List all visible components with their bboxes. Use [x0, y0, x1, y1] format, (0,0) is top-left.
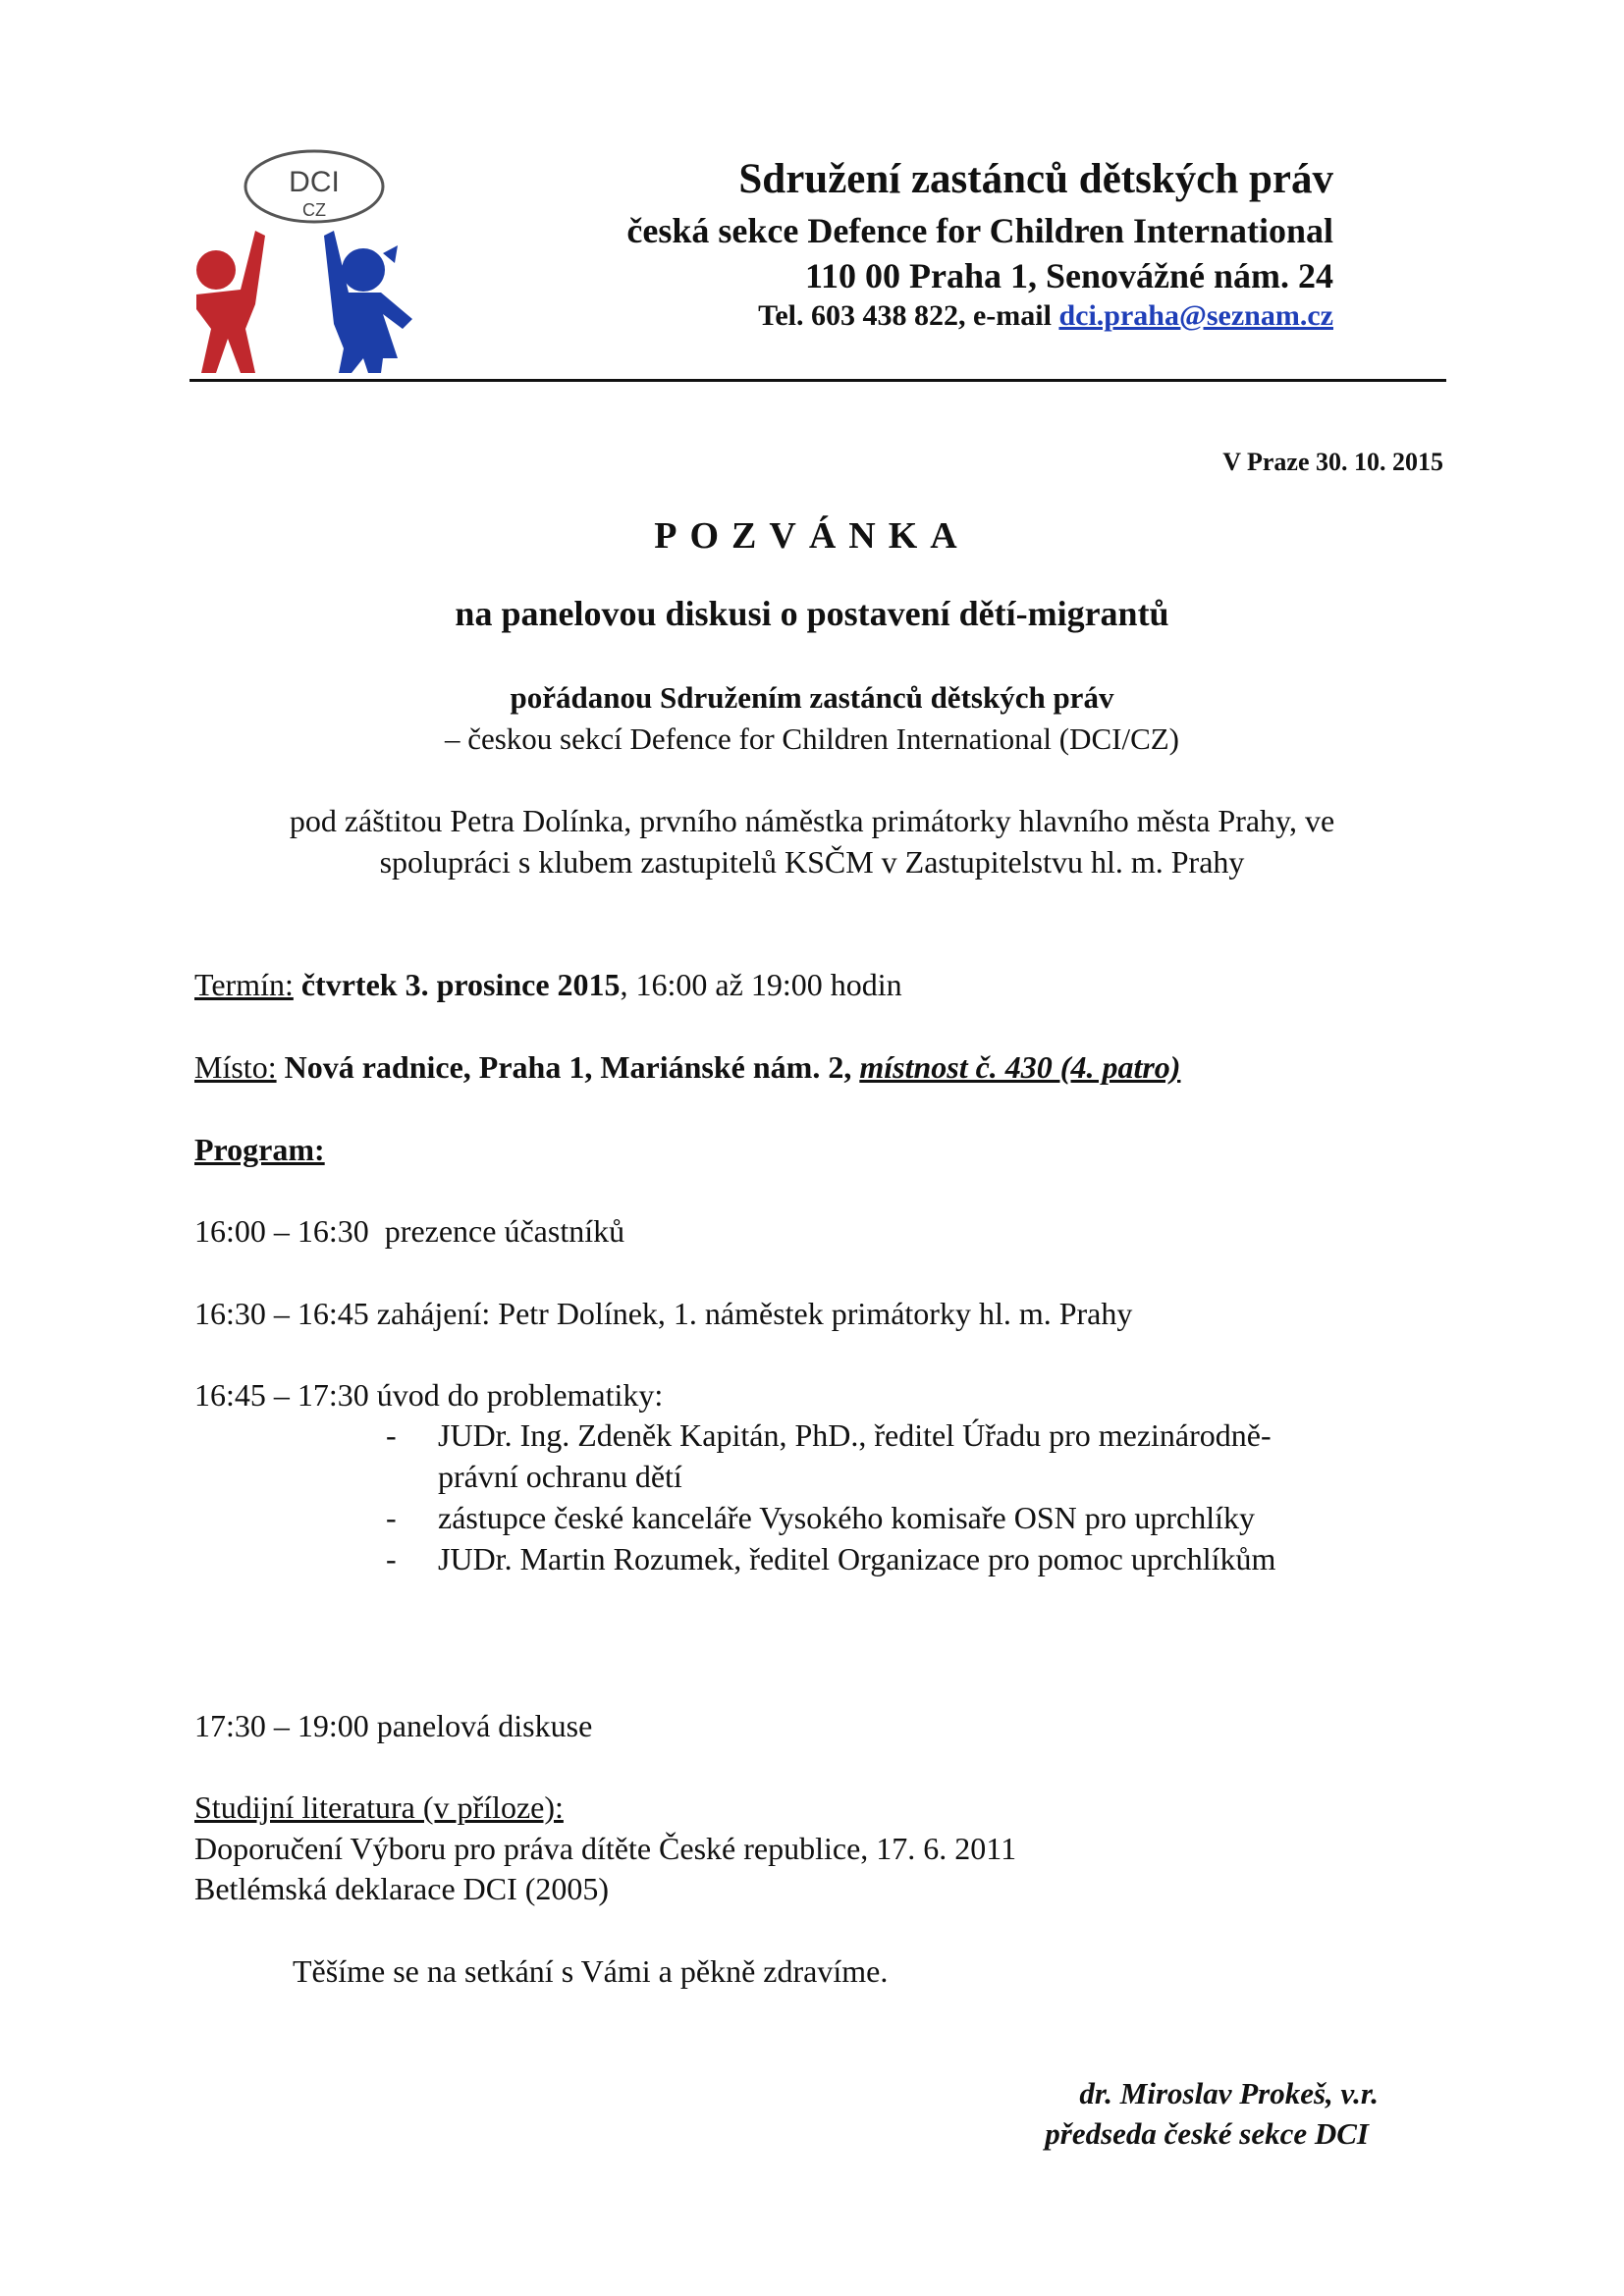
- program-item: 17:30 – 19:00 panelová diskuse: [194, 1708, 593, 1743]
- organizer-line-1: pořádanou Sdružením zastánců dětských práv: [510, 680, 1114, 715]
- closing-line: Těšíme se na setkání s Vámi a pěkně zdravíme.: [293, 1953, 889, 1989]
- contact-phone: Tel. 603 438 822, e-mail: [758, 299, 1059, 332]
- logo-text: DCI: [289, 166, 340, 198]
- org-name: Sdružení zastánců dětských práv: [738, 156, 1333, 202]
- bullet-dash: -: [386, 1541, 397, 1576]
- header-divider: [189, 379, 1446, 382]
- patronage-line-1: pod záštitou Petra Dolínka, prvního náměstka primátorky hlavního města Prahy, ve: [289, 803, 1335, 838]
- document-date: V Praze 30. 10. 2015: [1222, 448, 1443, 476]
- logo-subtext: CZ: [302, 200, 326, 220]
- dci-logo: [187, 147, 452, 383]
- logo-red-child: [196, 231, 265, 373]
- program-item: 16:00 – 16:30 prezence účastníků: [194, 1213, 625, 1249]
- document-title: POZVÁNKA: [654, 515, 970, 557]
- termin-line: [194, 967, 902, 1003]
- program-item: 16:30 – 16:45 zahájení: Petr Dolínek, 1. náměstek primátorky hl. m. Prahy: [194, 1296, 1133, 1331]
- signature-title: předseda české sekce DCI: [1045, 2116, 1369, 2151]
- bullet-dash: -: [386, 1500, 397, 1535]
- patronage-line-2: spolupráci s klubem zastupitelů KSČM v Zastupitelstvu hl. m. Prahy: [379, 844, 1245, 880]
- program-item: 16:45 – 17:30 úvod do problematiky:: [194, 1377, 664, 1413]
- program-bullet: JUDr. Ing. Zdeněk Kapitán, PhD., ředitel Úřadu pro mezinárodně-: [438, 1417, 1272, 1453]
- literature-label: Studijní literatura (v příloze):: [194, 1789, 564, 1825]
- program-bullet: zástupce české kanceláře Vysokého komisaře OSN pro uprchlíky: [438, 1500, 1256, 1535]
- misto-line: [194, 1049, 1180, 1086]
- org-address: 110 00 Praha 1, Senovážné nám. 24: [804, 256, 1333, 295]
- misto-label: Místo:: [194, 1049, 277, 1085]
- logo-blue-child: [324, 231, 412, 373]
- program-label: Program:: [194, 1132, 325, 1167]
- organizer-line-2: – českou sekcí Defence for Children International (DCI/CZ): [444, 721, 1180, 756]
- email-link[interactable]: dci.praha@seznam.cz: [1058, 299, 1333, 332]
- signature-name: dr. Miroslav Prokeš, v.r.: [1079, 2076, 1379, 2110]
- termin-date: čtvrtek 3. prosince 2015: [300, 967, 621, 1002]
- literature-item: Doporučení Výboru pro práva dítěte České republice, 17. 6. 2011: [194, 1831, 1017, 1866]
- termin-time: , 16:00 až 19:00 hodin: [620, 967, 902, 1002]
- org-contact: [758, 299, 1333, 333]
- document-subtitle: na panelovou diskusi o postavení dětí-migrantů: [455, 594, 1169, 633]
- program-bullet: JUDr. Martin Rozumek, ředitel Organizace pro pomoc uprchlíkům: [438, 1541, 1276, 1576]
- misto-place: Nová radnice, Praha 1, Mariánské nám. 2,: [284, 1049, 852, 1085]
- termin-label: Termín:: [194, 967, 294, 1002]
- bullet-dash: -: [386, 1417, 397, 1453]
- program-bullet-continuation: právní ochranu dětí: [438, 1459, 682, 1494]
- org-subtitle: česká sekce Defence for Children International: [626, 211, 1333, 250]
- misto-room: místnost č. 430 (4. patro): [859, 1049, 1181, 1085]
- literature-item: Betlémská deklarace DCI (2005): [194, 1871, 610, 1906]
